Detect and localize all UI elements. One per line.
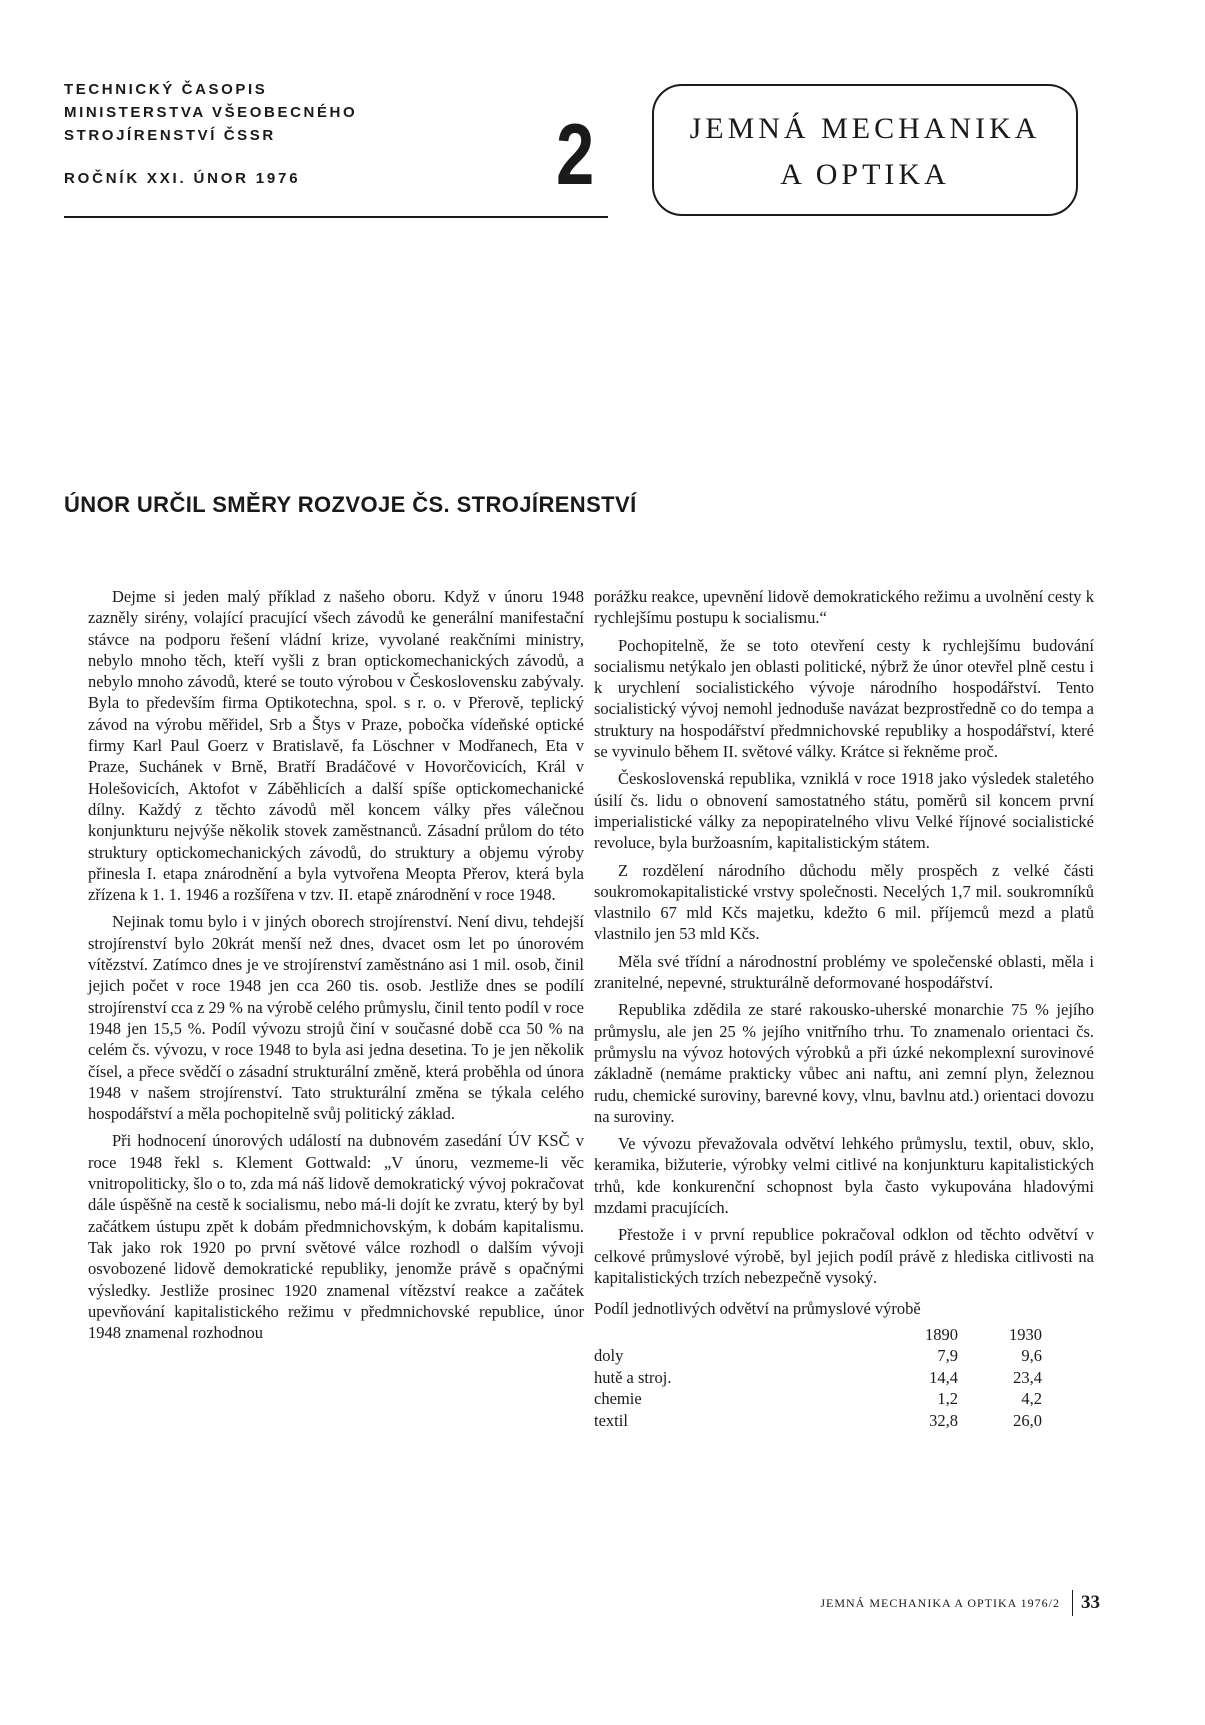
- table-header-1890: 1890: [925, 1324, 958, 1344]
- table-row: [594, 1345, 1042, 1367]
- table-cell-1890: 32,8: [929, 1410, 958, 1430]
- table-cell-1930: 4,2: [1021, 1389, 1042, 1408]
- journal-title-line-1: JEMNÁ MECHANIKA: [689, 112, 1041, 145]
- footer-separator: [1072, 1590, 1073, 1616]
- journal-title-line-2: A OPTIKA: [780, 158, 950, 191]
- table-row-label: chemie: [594, 1389, 642, 1408]
- table-cell-1890: 1,2: [937, 1389, 958, 1408]
- table-row-label: doly: [594, 1346, 624, 1365]
- page-number: 33: [1081, 1592, 1100, 1613]
- paragraph: Přestože i v první republice pokračoval odklon od těchto odvětví v celkové průmyslové výrobě, byl jejich podíl právě z hlediska citlivosti na kapitalistických trzích nebezpečně vysoký.: [594, 1225, 1094, 1287]
- paragraph: Pochopitelně, že se toto otevření cesty k rychlejšímu budování socialismu netýkalo jen oblasti politické, nýbrž že únor otevřel plně cestu i k urychlení socialistického vývoje národního hospodářství. Tento socialistický vývoj nemohl jednoduše navázat bezprostředně co do tempa a struktury na hospodářství předmnichovské republiky a hospodářství, které se vyvinulo během II. světové války. Krátce si řekněme proč.: [594, 635, 1094, 762]
- footer-journal-issue: JEMNÁ MECHANIKA A OPTIKA 1976/2: [820, 1595, 1060, 1610]
- table-header-1930: 1930: [1009, 1324, 1042, 1344]
- table-cell-1890: 7,9: [937, 1346, 958, 1365]
- masthead-publisher: [64, 78, 384, 190]
- table-header-row: [594, 1324, 1042, 1346]
- table-row: [594, 1367, 1042, 1389]
- paragraph: Při hodnocení únorových událostí na dubnovém zasedání ÚV KSČ v roce 1948 řekl s. Klement Gottwald: „V únoru, vezmeme-li věc vnitropoliticky, šlo o to, zda má náš lidově demokratický vývoj pokračovat dále úspěšně na cestě k socialismu, nebo má-li dojít ke zvratu, který by byl začátkem ústupu zpět k dobám předmnichovským, k dobám kapitalismu. Tak jako rok 1920 po první světové válce rozhodl o dalším vývoji osvobozené lidově demokratické republiky, jenomže právě s opačnými výsledky. Jestliže prosinec 1920 znamenal vítězství reakce a začátek upevňování kapitalistického režimu v předmnichovské republice, únor 1948 znamenal rozhodnou: [88, 1131, 584, 1343]
- header-rule: [64, 216, 608, 218]
- page-footer: [760, 1588, 1100, 1618]
- table-row-label: textil: [594, 1410, 628, 1430]
- paragraph: Československá republika, vzniklá v roce 1918 jako výsledek staletého úsilí čs. lidu o obnovení samostatného státu, poměrů sil koncem první imperialistické války za nepopiratelného vlivu Velké říjnové socialistické revoluce, byla buržoasním, kapitalistickým státem.: [594, 769, 1094, 853]
- paragraph: Z rozdělení národního důchodu měly prospěch z velké části soukromokapitalistické vrstvy společnosti. Necelých 1,7 mil. soukromníků vlastnilo 67 mld Kčs majetku, kdežto 6 mil. příjemců mezd a platů vlastnilo jen 53 mld Kčs.: [594, 860, 1094, 944]
- paragraph: Ve vývozu převažovala odvětví lehkého průmyslu, textil, obuv, sklo, keramika, bižuterie, výrobky velmi citlivé na konjunkturu kapitalistických trhů, kde konkurenční schopnost byla často vykupována hladovými mzdami pracujících.: [594, 1134, 1094, 1218]
- table-cell-1930: 26,0: [1013, 1410, 1042, 1430]
- paragraph: porážku reakce, upevnění lidově demokratického režimu a uvolnění cesty k rychlejšímu postupu k socialismu.“: [594, 587, 1094, 628]
- table-cell-1890: 14,4: [929, 1367, 958, 1387]
- table-row: [594, 1410, 1042, 1432]
- industry-share-table: [594, 1298, 1042, 1431]
- paragraph: Republika zdědila ze staré rakousko-uherské monarchie 75 % jejího průmyslu, ale jen 25 % jejího vnitřního trhu. To znamenalo orientaci čs. průmyslu na vývoz hotových výrobků a při úzké nekomplexní surovinové základně (nemáme prakticky vůbec ani naftu, ani zemní plyn, železnou rudu, chemické suroviny, barevné kovy, vlnu, bavlnu atd.) orientaci dovozu na suroviny.: [594, 1000, 1094, 1126]
- table-row-label: hutě a stroj.: [594, 1367, 672, 1387]
- table-cell-1930: 23,4: [1013, 1367, 1042, 1387]
- publisher-line-3: STROJÍRENSTVÍ ČSSR: [64, 127, 276, 144]
- publisher-line-1: TECHNICKÝ ČASOPIS: [64, 81, 268, 98]
- table-header-empty: [594, 1324, 874, 1346]
- article-column-left: [88, 586, 584, 1349]
- publisher-line-2: MINISTERSTVA VŠEOBECNÉHO: [64, 104, 358, 121]
- table-cell-1930: 9,6: [1021, 1346, 1042, 1365]
- table-row: [594, 1388, 1042, 1410]
- issue-line: ROČNÍK XXI. ÚNOR 1976: [64, 170, 301, 187]
- issue-number: 2: [556, 107, 595, 203]
- paragraph: Dejme si jeden malý příklad z našeho oboru. Když v únoru 1948 zazněly sirény, volající pracující všech závodů ke generální manifestační stávce na podporu řešení vládní krize, vyvolané reakčními ministry, nebylo mnoho těch, kteří vyšli z bran optickomechanických závodů, a nebylo mnoho závodů, které se touto výrobou v Československu zabývaly. Byla to především firma Optikotechna, spol. s r. o. v Přerově, teplický závod na výrobu měřidel, Srb a Štys v Praze, pobočka vídeňské optické firmy Karl Paul Goerz v Bratislavě, fa Löschner v Modřanech, Eta v Praze, Suchánek v Brně, Bratří Bradáčové v Hovorčovicích, Král v Holešovicích, Aktofot v Záběhlicích a další spíše optickomechanické dílny. Každý z těchto závodů měl koncem války přes válečnou konjunkturu nejvýše několik stovek zaměstnanců. Zásadní průlom do této struktury optickomechanických závodů, do struktury a objemu výroby přinesla I. etapa znárodnění a byla vytvořena Meopta Přerov, která byla zřízena k 1. 1. 1946 a rozšířena v tzv. II. etapě znárodnění v roce 1948.: [88, 587, 584, 905]
- article-column-right: [594, 586, 1094, 1431]
- article-heading: ÚNOR URČIL SMĚRY ROZVOJE ČS. STROJÍRENSTVÍ: [64, 492, 637, 517]
- table-caption: Podíl jednotlivých odvětví na průmyslové výrobě: [594, 1299, 921, 1319]
- journal-title-box: [652, 84, 1078, 216]
- paragraph: Měla své třídní a národnostní problémy ve společenské oblasti, měla i zranitelné, nepevné, strukturálně deformované hospodářství.: [594, 951, 1094, 993]
- paragraph: Nejinak tomu bylo i v jiných oborech strojírenství. Není divu, tehdejší strojírenství bylo 20krát menší než dnes, dvacet osm let po únorovém vítězství. Zatímco dnes je ve strojírenství zaměstnáno asi 1 mil. osob, činil jejich počet v roce 1948 jen cca 260 tis. osob. Jestliže dnes se podílí strojírenství cca z 29 % na výrobě celého průmyslu, činil tento podíl v roce 1948 jen 15,5 %. Podíl vývozu strojů činí v současné době cca 50 % na celém čs. vývozu, v roce 1948 to byla asi jedna desetina. To je jen několik čísel, a přece svědčí o zásadní strukturální změně, která proběhla od února 1948 v našem strojírenství. Tato strukturální změna se týkala celého hospodářství a měla pochopitelně svůj politický základ.: [88, 912, 584, 1124]
